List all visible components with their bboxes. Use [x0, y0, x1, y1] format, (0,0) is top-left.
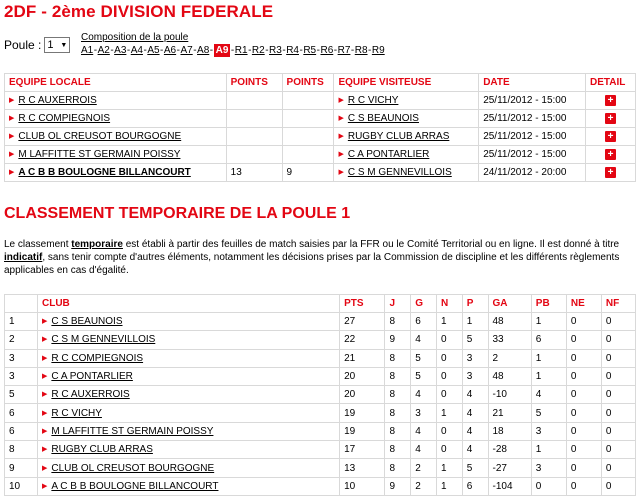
stat-pb: 3 [531, 459, 566, 477]
match-away-cell [334, 110, 479, 128]
ranking-row [5, 367, 636, 385]
stat-nf: 0 [601, 367, 635, 385]
stat-ga: 18 [488, 422, 531, 440]
stat-ga: -28 [488, 441, 531, 459]
classement-title: CLASSEMENT TEMPORAIRE DE LA POULE 1 [4, 205, 351, 222]
triangle-right-icon: ▶ [41, 373, 48, 381]
journee-nav [81, 44, 385, 57]
match-row [5, 92, 636, 110]
header-n: N [436, 295, 462, 313]
rank: 3 [5, 349, 38, 367]
stat-j: 8 [385, 422, 411, 440]
stat-j: 8 [385, 441, 411, 459]
header-j: J [385, 295, 411, 313]
desc-emphasis-indicatif: indicatif [4, 252, 43, 263]
club-link[interactable]: R C AUXERROIS [51, 389, 130, 401]
journee-link-r3[interactable]: R3 [269, 45, 282, 56]
rank: 9 [5, 459, 38, 477]
desc-emphasis-temporaire: temporaire [71, 239, 123, 250]
journee-separator: - [143, 45, 147, 56]
header-club: CLUB [37, 295, 339, 313]
stat-ne: 0 [566, 331, 601, 349]
match-date: 25/11/2012 - 15:00 [479, 110, 586, 128]
home-team-link[interactable]: R C AUXERROIS [18, 95, 97, 106]
triangle-right-icon: ▶ [41, 409, 48, 417]
header-detail: DETAIL [586, 74, 636, 92]
journee-separator: - [209, 45, 214, 56]
ranking-row [5, 349, 636, 367]
stat-ne: 0 [566, 367, 601, 385]
club-cell [37, 331, 339, 349]
ranking-row [5, 404, 636, 422]
journee-separator: - [368, 45, 372, 56]
journee-link-r8[interactable]: R8 [354, 45, 368, 56]
points-away [282, 110, 334, 128]
stat-ne: 0 [566, 313, 601, 331]
ranking-header-row [5, 295, 636, 313]
triangle-right-icon: ▶ [41, 464, 48, 472]
triangle-right-icon: ▶ [9, 169, 15, 176]
matches-table [4, 73, 636, 182]
stat-pb: 5 [531, 404, 566, 422]
header-g: G [411, 295, 437, 313]
ranking-row [5, 441, 636, 459]
rank: 1 [5, 313, 38, 331]
classement-description [4, 238, 634, 277]
stat-g: 5 [411, 349, 437, 367]
triangle-right-icon: ▶ [41, 427, 48, 435]
journee-link-r2[interactable]: R2 [251, 45, 265, 56]
header-date: DATE [479, 74, 586, 92]
desc-text-2: est établi à partir des feuilles de match saisies par la FFR ou le Comité Territorial ou en ligne. Il est donné à titre [122, 239, 620, 250]
stat-ne: 0 [566, 386, 601, 404]
stat-n: 1 [436, 404, 462, 422]
points-home [226, 146, 282, 164]
stat-j: 8 [385, 349, 411, 367]
stat-pts: 17 [340, 441, 385, 459]
club-cell [37, 386, 339, 404]
composition-link[interactable]: Composition de la poule [81, 32, 189, 43]
stat-nf: 0 [601, 422, 635, 440]
match-date: 25/11/2012 - 15:00 [479, 146, 586, 164]
match-row [5, 164, 636, 182]
points-home [226, 110, 282, 128]
journee-link-r4[interactable]: R4 [286, 45, 299, 56]
stat-j: 8 [385, 313, 411, 331]
points-away [282, 128, 334, 146]
match-home-cell [5, 92, 227, 110]
club-link[interactable]: R C COMPIEGNOIS [51, 352, 144, 364]
home-team-link[interactable]: M LAFFITTE ST GERMAIN POISSY [18, 149, 181, 160]
stat-j: 8 [385, 404, 411, 422]
match-away-cell [334, 164, 479, 182]
stat-pts: 13 [340, 459, 385, 477]
stat-p: 6 [462, 477, 488, 495]
header-away-team: EQUIPE VISITEUSE [334, 74, 479, 92]
stat-p: 3 [462, 367, 488, 385]
header-rank [5, 295, 38, 313]
stat-ne: 0 [566, 349, 601, 367]
stat-g: 2 [411, 477, 437, 495]
away-team-link[interactable]: RUGBY CLUB ARRAS [347, 131, 450, 142]
match-away-cell [334, 92, 479, 110]
desc-text-3: , sans tenir compte d'autres éléments, notamment les décisions prises par la Commission de discipline et les différents règlements applicables en cas d'égalité. [4, 252, 620, 276]
club-cell [37, 441, 339, 459]
journee-separator: - [176, 45, 180, 56]
club-cell [37, 313, 339, 331]
poule-select[interactable] [44, 37, 70, 53]
triangle-right-icon: ▶ [9, 151, 15, 158]
journee-separator: - [160, 45, 164, 56]
stat-n: 0 [436, 441, 462, 459]
stat-ga: -104 [488, 477, 531, 495]
match-date: 25/11/2012 - 15:00 [479, 92, 586, 110]
triangle-right-icon: ▶ [338, 133, 344, 140]
triangle-right-icon: ▶ [338, 97, 344, 104]
match-row [5, 146, 636, 164]
journee-link-a4[interactable]: A4 [130, 45, 143, 56]
club-cell [37, 477, 339, 495]
points-away [282, 146, 334, 164]
away-team-link[interactable]: R C VICHY [347, 95, 399, 106]
plus-icon[interactable]: + [605, 95, 616, 106]
stat-n: 1 [436, 477, 462, 495]
journee-link-a7[interactable]: A7 [180, 45, 193, 56]
stat-pb: 3 [531, 422, 566, 440]
stat-g: 4 [411, 386, 437, 404]
stat-ga: 33 [488, 331, 531, 349]
rank: 6 [5, 404, 38, 422]
match-home-cell [5, 146, 227, 164]
journee-separator: - [193, 45, 197, 56]
stat-ga: 21 [488, 404, 531, 422]
stat-pts: 21 [340, 349, 385, 367]
match-detail-cell [586, 128, 636, 146]
points-away [282, 92, 334, 110]
stat-g: 3 [411, 404, 437, 422]
stat-p: 4 [462, 404, 488, 422]
journee-separator: - [316, 45, 320, 56]
triangle-right-icon: ▶ [9, 115, 15, 122]
poule-select-value: 1 [47, 39, 54, 51]
match-detail-cell [586, 146, 636, 164]
stat-n: 0 [436, 349, 462, 367]
club-cell [37, 404, 339, 422]
club-link[interactable]: RUGBY CLUB ARRAS [51, 444, 153, 456]
stat-nf: 0 [601, 404, 635, 422]
stat-pts: 27 [340, 313, 385, 331]
points-home: 13 [226, 164, 282, 182]
stat-pb: 1 [531, 349, 566, 367]
journee-separator: - [333, 45, 338, 56]
triangle-right-icon: ▶ [41, 336, 48, 344]
stat-ne: 0 [566, 422, 601, 440]
stat-pts: 19 [340, 404, 385, 422]
rank: 5 [5, 386, 38, 404]
chevron-down-icon: ▼ [60, 41, 68, 49]
club-cell [37, 367, 339, 385]
stat-p: 5 [462, 459, 488, 477]
points-home [226, 128, 282, 146]
stat-nf: 0 [601, 459, 635, 477]
rank: 2 [5, 331, 38, 349]
header-points-away: POINTS [282, 74, 334, 92]
journee-separator: - [230, 45, 235, 56]
poule-label: Poule : [4, 38, 42, 52]
stat-g: 4 [411, 331, 437, 349]
journee-separator: - [110, 45, 114, 56]
ranking-row [5, 422, 636, 440]
stat-nf: 0 [601, 349, 635, 367]
stat-nf: 0 [601, 313, 635, 331]
stat-ne: 0 [566, 477, 601, 495]
stat-nf: 0 [601, 331, 635, 349]
club-cell [37, 349, 339, 367]
match-home-cell [5, 128, 227, 146]
stat-n: 0 [436, 331, 462, 349]
header-points-home: POINTS [226, 74, 282, 92]
triangle-right-icon: ▶ [41, 318, 48, 326]
stat-pb: 1 [531, 367, 566, 385]
match-detail-cell [586, 92, 636, 110]
stat-ga: -10 [488, 386, 531, 404]
stat-j: 8 [385, 459, 411, 477]
journee-link-r5[interactable]: R5 [303, 45, 317, 56]
ranking-row [5, 477, 636, 495]
stat-ne: 0 [566, 404, 601, 422]
plus-icon[interactable]: + [605, 113, 616, 124]
points-home [226, 92, 282, 110]
stat-p: 3 [462, 349, 488, 367]
stat-p: 4 [462, 422, 488, 440]
stat-j: 8 [385, 367, 411, 385]
header-p: P [462, 295, 488, 313]
club-link[interactable]: C A PONTARLIER [51, 371, 133, 383]
header-ne: NE [566, 295, 601, 313]
journee-separator: - [126, 45, 131, 56]
stat-n: 1 [436, 459, 462, 477]
home-team-link[interactable]: R C COMPIEGNOIS [18, 113, 111, 124]
plus-icon[interactable]: + [605, 167, 616, 178]
rank: 8 [5, 441, 38, 459]
journee-link-r7[interactable]: R7 [337, 45, 351, 56]
header-pb: PB [531, 295, 566, 313]
plus-icon[interactable]: + [605, 149, 616, 160]
match-row [5, 128, 636, 146]
triangle-right-icon: ▶ [9, 97, 15, 104]
stat-n: 0 [436, 422, 462, 440]
stat-ne: 0 [566, 441, 601, 459]
journee-separator: - [93, 45, 98, 56]
club-link[interactable]: M LAFFITTE ST GERMAIN POISSY [51, 425, 214, 437]
club-link[interactable]: C S M GENNEVILLOIS [51, 334, 156, 346]
stat-ga: 48 [488, 313, 531, 331]
journee-link-r9[interactable]: R9 [371, 45, 385, 56]
stat-ga: 48 [488, 367, 531, 385]
points-away: 9 [282, 164, 334, 182]
away-team-link[interactable]: C S BEAUNOIS [347, 113, 419, 124]
page-title: 2DF - 2ème DIVISION FEDERALE [4, 2, 274, 21]
club-link[interactable]: A C B B BOULOGNE BILLANCOURT [51, 480, 219, 492]
desc-text-1: Le classement [4, 239, 72, 250]
stat-p: 4 [462, 441, 488, 459]
triangle-right-icon: ▶ [9, 133, 15, 140]
stat-g: 2 [411, 459, 437, 477]
ranking-row [5, 386, 636, 404]
stat-g: 5 [411, 367, 437, 385]
stat-pb: 1 [531, 441, 566, 459]
rank: 6 [5, 422, 38, 440]
match-date: 25/11/2012 - 15:00 [479, 128, 586, 146]
stat-p: 4 [462, 386, 488, 404]
stat-nf: 0 [601, 441, 635, 459]
stat-nf: 0 [601, 386, 635, 404]
matches-header-row [5, 74, 636, 92]
stat-p: 5 [462, 331, 488, 349]
ranking-row [5, 313, 636, 331]
stat-n: 0 [436, 386, 462, 404]
poule-selector [4, 37, 74, 53]
triangle-right-icon: ▶ [41, 391, 48, 399]
journee-link-a9[interactable]: A9 [215, 45, 229, 56]
stat-ga: -27 [488, 459, 531, 477]
stat-p: 1 [462, 313, 488, 331]
triangle-right-icon: ▶ [338, 151, 344, 158]
journee-link-r1[interactable]: R1 [234, 45, 248, 56]
ranking-table [4, 294, 636, 496]
match-away-cell [334, 146, 479, 164]
match-home-cell [5, 110, 227, 128]
club-link[interactable]: C S BEAUNOIS [51, 316, 123, 328]
stat-pb: 1 [531, 313, 566, 331]
stat-n: 0 [436, 367, 462, 385]
match-detail-cell [586, 164, 636, 182]
stat-g: 4 [411, 441, 437, 459]
match-row [5, 110, 636, 128]
stat-pts: 20 [340, 386, 385, 404]
triangle-right-icon: ▶ [41, 482, 48, 490]
match-home-cell [5, 164, 227, 182]
header-pts: PTS [340, 295, 385, 313]
stat-j: 9 [385, 331, 411, 349]
journee-link-a8[interactable]: A8 [197, 45, 210, 56]
club-link[interactable]: R C VICHY [51, 407, 102, 419]
rank: 3 [5, 367, 38, 385]
header-ga: GA [488, 295, 531, 313]
journee-separator: - [350, 45, 355, 56]
header-nf: NF [601, 295, 635, 313]
journee-separator: - [299, 45, 303, 56]
stat-j: 8 [385, 386, 411, 404]
rank: 10 [5, 477, 38, 495]
journee-link-a1[interactable]: A1 [81, 45, 94, 56]
ranking-row [5, 331, 636, 349]
stat-n: 1 [436, 313, 462, 331]
triangle-right-icon: ▶ [41, 354, 48, 362]
stat-nf: 0 [601, 477, 635, 495]
journee-separator: - [282, 45, 286, 56]
stat-g: 6 [411, 313, 437, 331]
stat-pb: 6 [531, 331, 566, 349]
stat-pb: 4 [531, 386, 566, 404]
home-team-link[interactable]: A C B B BOULOGNE BILLANCOURT [18, 167, 191, 178]
journee-link-a5[interactable]: A5 [147, 45, 160, 56]
ranking-row [5, 459, 636, 477]
match-detail-cell [586, 110, 636, 128]
stat-pts: 10 [340, 477, 385, 495]
stat-g: 4 [411, 422, 437, 440]
journee-link-a3[interactable]: A3 [114, 45, 127, 56]
triangle-right-icon: ▶ [41, 446, 48, 454]
triangle-right-icon: ▶ [338, 115, 344, 122]
stat-pb: 0 [531, 477, 566, 495]
club-link[interactable]: CLUB OL CREUSOT BOURGOGNE [51, 462, 215, 474]
stat-ga: 2 [488, 349, 531, 367]
away-team-link[interactable]: C A PONTARLIER [347, 149, 430, 160]
stat-j: 9 [385, 477, 411, 495]
journee-separator: - [248, 45, 252, 56]
away-team-link[interactable]: C S M GENNEVILLOIS [347, 167, 452, 178]
stat-pts: 20 [340, 367, 385, 385]
club-cell [37, 422, 339, 440]
match-date: 24/11/2012 - 20:00 [479, 164, 586, 182]
journee-link-a6[interactable]: A6 [163, 45, 177, 56]
match-away-cell [334, 128, 479, 146]
journee-link-r6[interactable]: R6 [320, 45, 334, 56]
header-home-team: EQUIPE LOCALE [5, 74, 227, 92]
journee-separator: - [265, 45, 269, 56]
triangle-right-icon: ▶ [338, 169, 344, 176]
stat-pts: 22 [340, 331, 385, 349]
stat-ne: 0 [566, 459, 601, 477]
stat-pts: 19 [340, 422, 385, 440]
journee-link-a2[interactable]: A2 [97, 45, 110, 56]
club-cell [37, 459, 339, 477]
plus-icon[interactable]: + [605, 131, 616, 142]
home-team-link[interactable]: CLUB OL CREUSOT BOURGOGNE [18, 131, 182, 142]
